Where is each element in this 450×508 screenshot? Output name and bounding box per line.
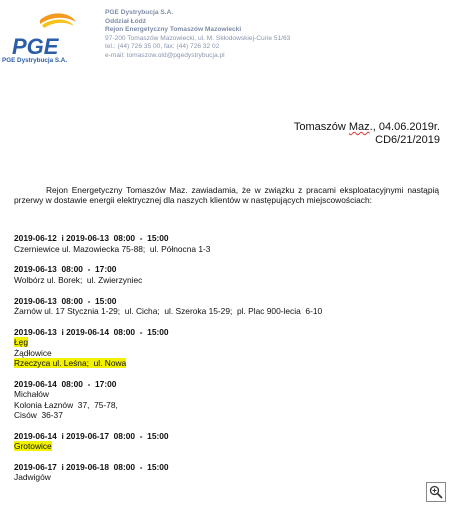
outage-entry [14,379,439,420]
outage-location [14,244,439,254]
logo-wordmark: PGE [12,34,59,59]
place-date-block [294,121,440,147]
outage-location [14,306,439,316]
location-text: Kolonia Łaznów 37, 75-78, [14,399,118,410]
outage-entry [14,264,439,285]
location-text: Michałów [14,389,49,400]
date-text: ., 04.06.2019r. [369,121,440,133]
outage-entry [14,296,439,317]
location-text: Jadwigów [14,472,51,483]
location-text: Łęg [14,337,28,348]
location-text: Czerniewice ul. Mazowiecka 75-88; ul. Północna 1-3 [14,243,211,254]
outage-list [14,233,439,493]
zoom-in-icon [429,485,443,499]
city-text: Tomaszów [293,121,349,133]
spellcheck-word: Maz [348,121,370,133]
branch-name: Oddział Łódź [105,17,147,25]
intro-text: Rejon Energetyczny Tomaszów Maz. zawiadamia, że w związku z pracami eksploatacyjnymi nastąpią przerwy w dostawie energii elektrycznej dla naszych klientów w następujących miejscowościach: [14,185,439,206]
outage-entry [14,431,439,452]
location-text: Rzeczyca ul. Leśna; ul. Nowa [14,357,127,368]
outage-location [14,441,439,451]
outage-location [14,348,439,358]
region-name: Rejon Energetyczny Tomaszów Mazowiecki [105,26,242,34]
outage-date: 2019-06-17 i 2019-06-18 08:00 - 15:00 [14,461,169,472]
place-date-line [294,121,440,134]
location-text: Wolbórz ul. Borek; ul. Zwierzyniec [14,274,143,285]
outage-entry [14,233,439,254]
company-name: PGE Dystrybucja S.A. [105,9,174,16]
phone-line: tel.: (44) 726 35 00, fax: (44) 726 32 02 [105,43,220,51]
reference-number: CD6/21/2019 [375,134,440,146]
location-text: Cisów 36-37 [14,409,63,420]
outage-date: 2019-06-13 i 2019-06-14 08:00 - 15:00 [14,326,169,337]
location-text: Żarnów ul. 17 Stycznia 1-29; ul. Cicha; ul. Szeroka 15-29; pl. Plac 900-lecia 6-10 [14,306,323,317]
zoom-button[interactable] [426,482,446,502]
outage-entry [14,327,439,368]
logo-caption: PGE Dystrybucja S.A. [2,57,68,64]
email-line: e-mail: tomaszow.old@pgedystrybucja.pl [105,51,225,59]
outage-location [14,410,439,420]
outage-location [14,358,439,368]
outage-date: 2019-06-14 08:00 - 17:00 [14,378,117,389]
outage-entry [14,462,439,483]
outage-location [14,400,439,410]
intro-paragraph [14,185,439,206]
outage-date: 2019-06-12 i 2019-06-13 08:00 - 15:00 [14,233,169,243]
outage-location [14,472,439,482]
address-line: 97-200 Tomaszów Mazowiecki, ul. M. Skłodowskiej-Curie 51/63 [105,34,291,42]
outage-location [14,275,439,285]
outage-date: 2019-06-13 08:00 - 17:00 [14,264,117,275]
location-text: Grotowice [14,441,52,452]
letterhead [105,9,290,61]
location-text: Żądłowice [14,347,52,358]
outage-date: 2019-06-13 08:00 - 15:00 [14,295,117,306]
outage-date: 2019-06-14 i 2019-06-17 08:00 - 15:00 [14,430,169,441]
outage-location [14,337,439,347]
outage-location [14,389,439,399]
